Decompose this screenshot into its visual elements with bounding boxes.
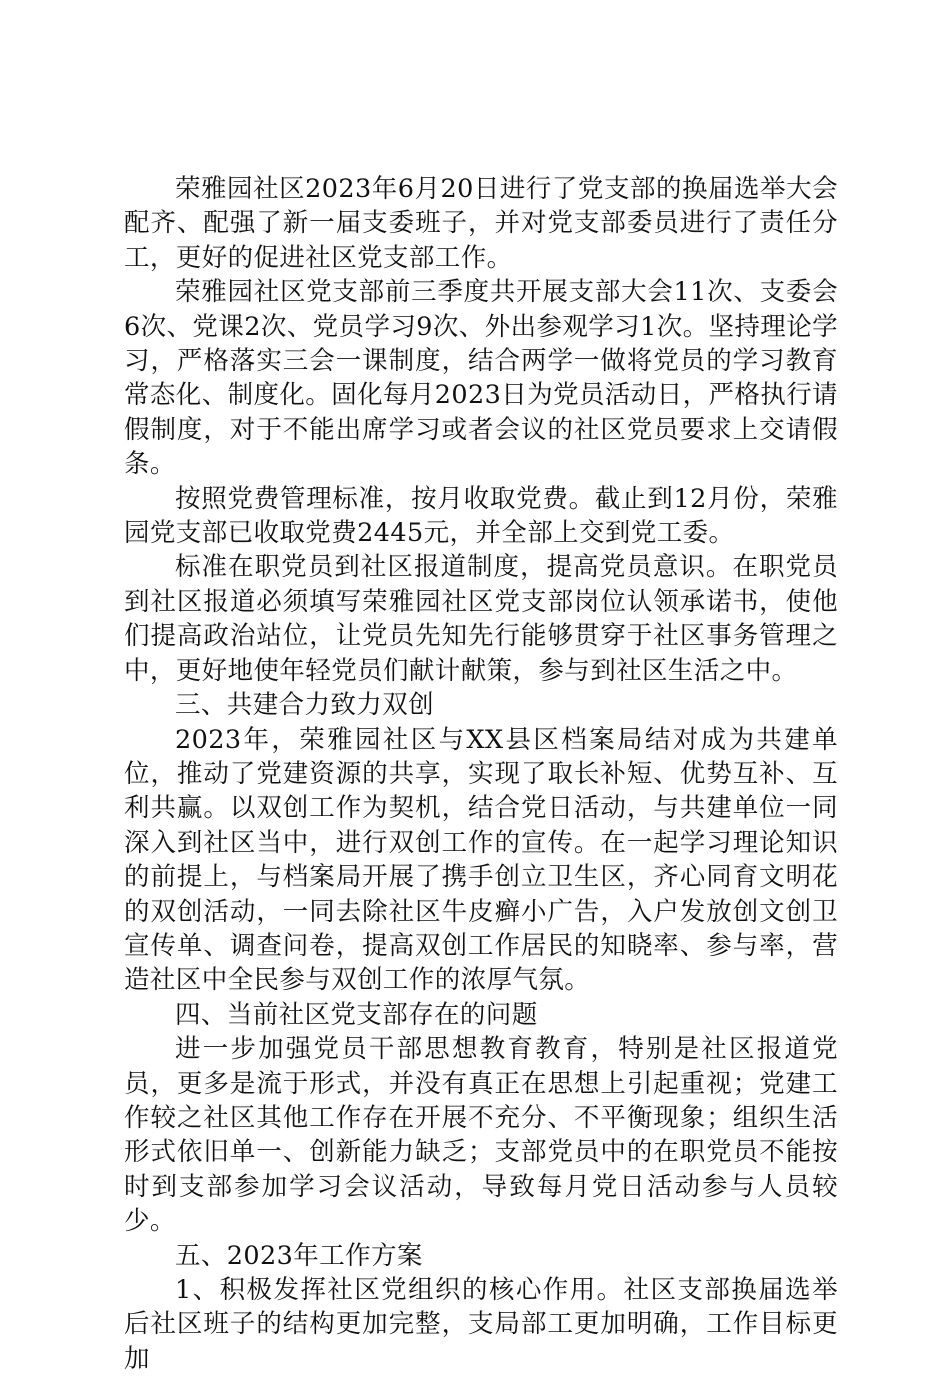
paragraph-election: 荣雅园社区2023年6月20日进行了党支部的换届选举大会配齐、配强了新一届支委班子，并对党支部委员进行了责任分工，更好的促进社区党支部工作。 xyxy=(124,174,838,273)
paragraph-party-fees: 按照党费管理标准，按月收取党费。截止到12月份，荣雅园党支部已收取党费2445元，并全部上交到党工委。 xyxy=(124,483,838,549)
document-body xyxy=(124,172,838,1376)
paragraph-co-construction: 2023年，荣雅园社区与XX县区档案局结对成为共建单位，推动了党建资源的共享，实现了取长补短、优势互补、互利共赢。以双创工作为契机，结合党日活动，与共建单位一同深入到社区当中，进行双创工作的宣传。在一起学习理论知识的前提上，与档案局开展了携手创立卫生区，齐心同育文明花的双创活动，一同去除社区牛皮癣小广告，入户发放创文创卫宣传单、调查问卷，提高双创工作居民的知晓率、参与率，营造社区中全民参与双创工作的浓厚气氛。 xyxy=(124,724,838,996)
section-heading-4: 四、当前社区党支部存在的问题 xyxy=(175,999,538,1030)
paragraph-work-plan-1: 1、积极发挥社区党组织的核心作用。社区支部换届选举后社区班子的结构更加完整，支局部工更加明确，工作目标更加 xyxy=(124,1275,838,1374)
paragraph-problems: 进一步加强党员干部思想教育教育，特别是社区报道党员，更多是流于形式，并没有真正在思想上引起重视；党建工作较之社区其他工作存在开展不充分、不平衡现象；组织生活形式依旧单一、创新能力缺乏；支部党员中的在职党员不能按时到支部参加学习会议活动，导致每月党日活动参与人员较少。 xyxy=(124,1034,838,1237)
paragraph-in-service-members: 标准在职党员到社区报道制度，提高党员意识。在职党员到社区报道必须填写荣雅园社区党支部岗位认领承诺书，使他们提高政治站位，让党员先知先行能够贯穿于社区事务管理之中，更好地使年轻党员们献计献策，参与到社区生活之中。 xyxy=(124,552,838,686)
section-heading-5: 五、2023年工作方案 xyxy=(175,1240,423,1271)
paragraph-meetings: 荣雅园社区党支部前三季度共开展支部大会11次、支委会6次、党课2次、党员学习9次、外出参观学习1次。坚持理论学习，严格落实三会一课制度，结合两学一做将党员的学习教育常态化、制度化。固化每月2023日为党员活动日，严格执行请假制度，对于不能出席学习或者会议的社区党员要求上交请假条。 xyxy=(124,277,838,480)
section-heading-3: 三、共建合力致力双创 xyxy=(175,690,435,721)
